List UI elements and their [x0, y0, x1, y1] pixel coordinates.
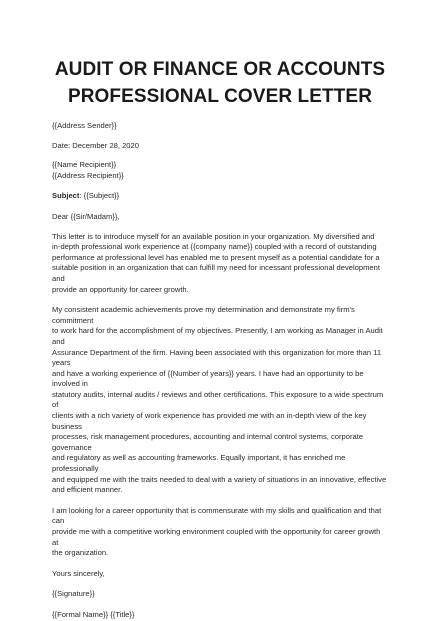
signature: {{Signature}} — [52, 589, 95, 599]
paragraph-line: suitable position in an organization that can fulfill my need for incessant professional development and — [52, 263, 380, 283]
paragraph-line: and regulatory as well as accounting frameworks. Equally important, it has enriched me professionally — [52, 453, 346, 474]
subject-label: Subject — [52, 191, 80, 201]
letter-title — [52, 56, 388, 110]
paragraph-line: and have a working experience of {{Number of years}} years. I have had an opportunity to be involved in — [52, 368, 364, 389]
recipient-address: {{Address Recipient}} — [52, 170, 124, 180]
title-line-1: AUDIT OR FINANCE OR ACCOUNTS — [54, 59, 386, 80]
recipient-name: {{Name Recipient}} — [52, 160, 117, 170]
paragraph-experience — [52, 305, 388, 496]
closing: Yours sincerely, — [52, 568, 105, 578]
paragraph-line: clients with a rich variety of work experience has provided me with an in-depth view of the key business — [52, 411, 367, 431]
paragraph-line: performance at professional level has enabled me to present myself as a potential candidate for a — [52, 252, 380, 262]
letter-body — [52, 121, 388, 621]
paragraph-line: the organization. — [52, 548, 109, 558]
paragraph-opportunity — [52, 506, 388, 559]
paragraph-line: provide me with a competitive working environment coupled with the opportunity for career growth at — [52, 527, 381, 547]
paragraph-line: and efficient manner. — [52, 485, 123, 495]
paragraph-line: Assurance Department of the firm. Having been associated with this organization for more than 11 years — [52, 347, 382, 368]
paragraph-line: My consistent academic achievements prove my determination and demonstrate my firm's commitment — [52, 305, 355, 325]
paragraph-line: in-depth professional work experience at {{company name}} coupled with a record of outstanding — [52, 242, 377, 252]
paragraph-line: I am looking for a career opportunity that is commensurate with my skills and qualification and that can — [52, 505, 382, 526]
formal-name-title: {{Formal Name}} {{Title}} — [52, 609, 135, 619]
paragraph-line: This letter is to introduce myself for an available position in your organization. My diversified and — [52, 231, 375, 241]
sender-address: {{Address Sender}} — [52, 121, 117, 130]
paragraph-intro — [52, 232, 388, 296]
salutation: Dear {{Sir/Madam}}, — [52, 211, 120, 221]
title-line-2: PROFESSIONAL COVER LETTER — [67, 86, 373, 107]
subject-value: : {{Subject}} — [79, 191, 120, 201]
paragraph-line: to work hard for the accomplishment of my objectives. Presently, I am working as Manager in Audit and — [52, 326, 383, 346]
paragraph-line: and equipped me with the traits needed to deal with a variety of situations in an innovative, effective — [52, 474, 387, 484]
paragraph-line: provide an opportunity for career growth. — [52, 284, 189, 294]
subject-line — [52, 191, 388, 202]
letter-date: Date: December 28, 2020 — [52, 140, 139, 150]
paragraph-line: statutory audits, internal audits / reviews and other certifications. This exposure to a wide spectrum of — [52, 389, 384, 410]
paragraph-line: processes, risk management procedures, accounting and internal control systems, corporate governance — [52, 432, 364, 452]
